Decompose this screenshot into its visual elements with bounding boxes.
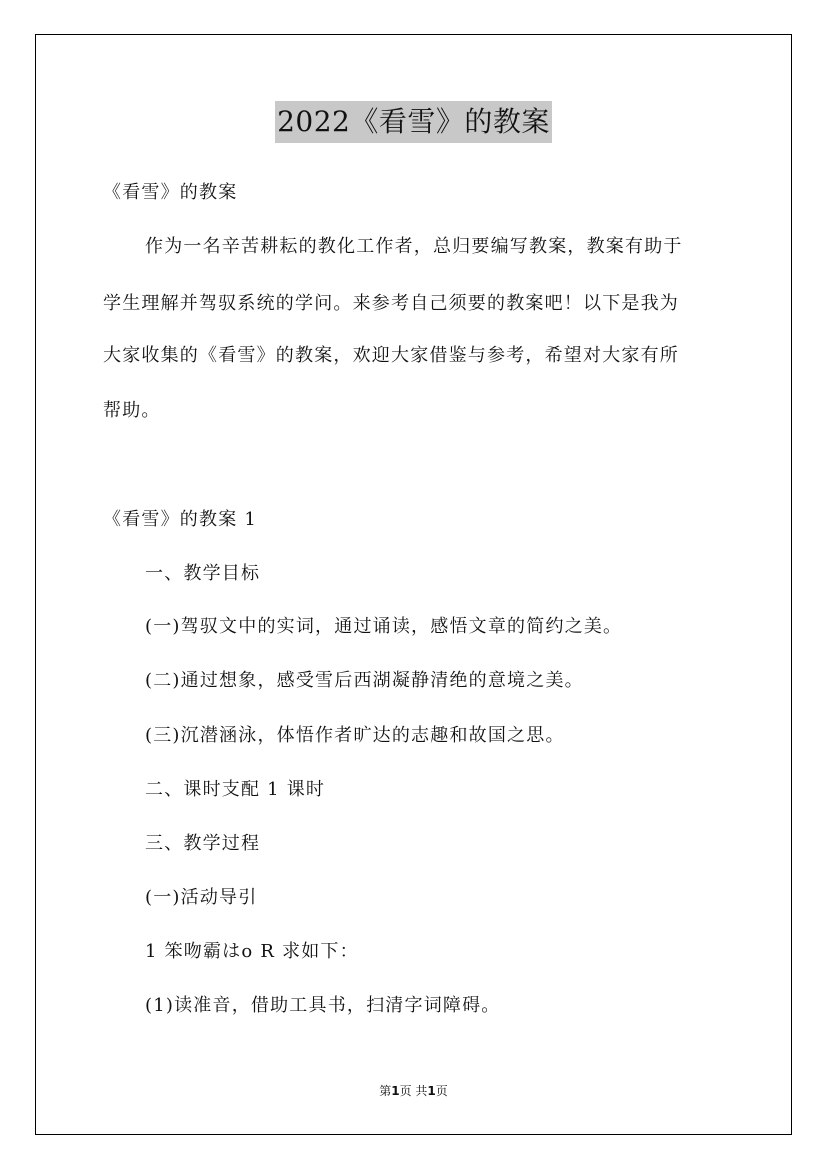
page-footer: [0, 1083, 827, 1099]
list-item: 一、教学目标: [145, 563, 261, 584]
footer-prefix: 第: [379, 1084, 392, 1098]
intro-line-4: 帮助。: [103, 400, 161, 421]
title-container: [0, 101, 827, 143]
list-item: (一)驾驭文中的实词，通过诵读，感悟文章的简约之美。: [145, 616, 623, 637]
footer-page-number: 1: [391, 1084, 400, 1098]
document-title: 2022《看雪》的教案: [275, 101, 552, 143]
list-item: 三、教学过程: [145, 833, 261, 854]
list-item: (一)活动导引: [145, 887, 258, 908]
list-item: 二、课时支配 1 课时: [145, 779, 326, 800]
list-item: (二)通过想象，感受雪后西湖凝静清绝的意境之美。: [145, 670, 584, 691]
list-item: (三)沉潜涵泳，体悟作者旷达的志趣和故国之思。: [145, 725, 565, 746]
footer-suffix: 页: [435, 1084, 448, 1098]
list-item: (1)读准音，借助工具书，扫清字词障碍。: [145, 995, 501, 1016]
list-item: 1 笨吻霸はо R 求如下：: [145, 941, 359, 962]
intro-line-3: 大家收集的《看雪》的教案，欢迎大家借鉴与参考，希望对大家有所: [103, 345, 679, 366]
footer-page-total: 1: [427, 1084, 436, 1098]
intro-line-2: 学生理解并驾驭系统的学问。来参考自己须要的教案吧！以下是我为: [103, 293, 679, 314]
subtitle: 《看雪》的教案: [103, 182, 238, 203]
intro-line-1: 作为一名辛苦耕耘的教化工作者，总归要编写教案，教案有助于: [145, 236, 683, 257]
footer-mid: 页 共: [399, 1084, 428, 1098]
section-heading: 《看雪》的教案 1: [103, 509, 257, 530]
